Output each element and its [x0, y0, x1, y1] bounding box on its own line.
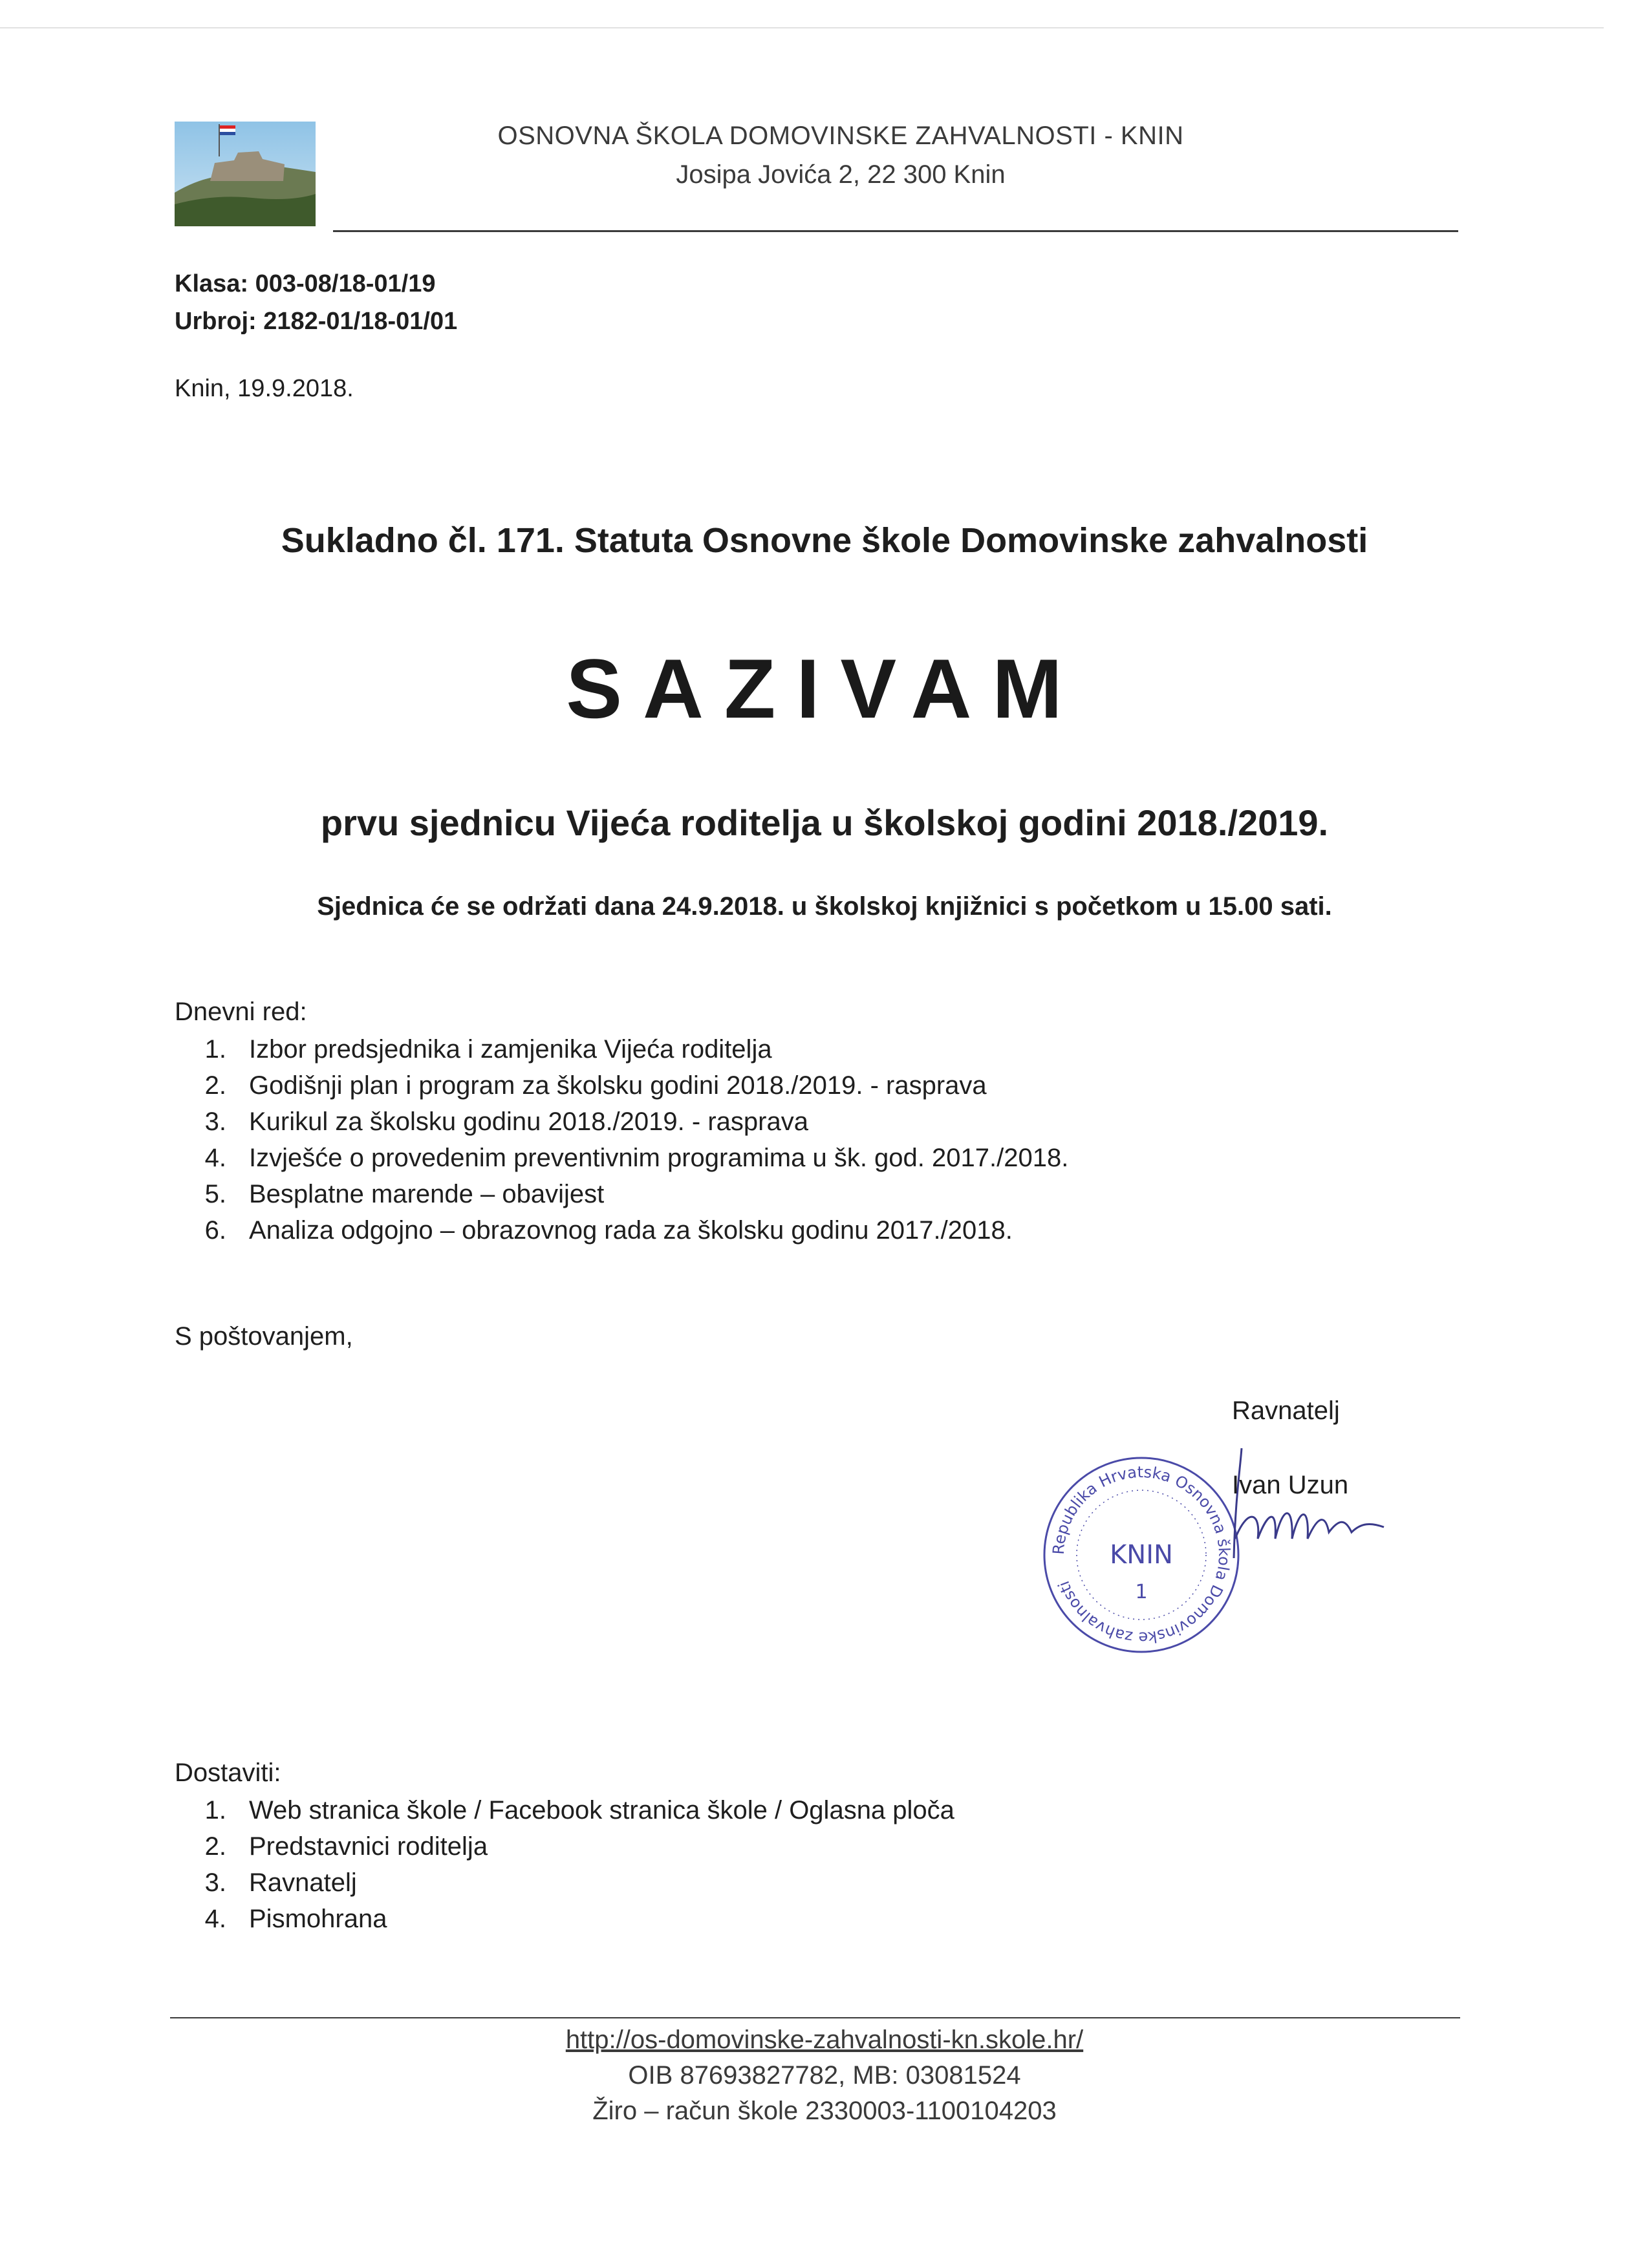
school-logo	[175, 122, 316, 226]
item-number: 2.	[204, 1071, 226, 1100]
footer-url-row	[0, 2026, 1649, 2055]
list-item	[175, 1104, 1068, 1140]
signatory-role: Ravnatelj	[1232, 1396, 1340, 1425]
list-item	[175, 1865, 954, 1901]
item-number: 3.	[204, 1868, 226, 1897]
item-text: Pismohrana	[249, 1904, 387, 1933]
stamp-city: KNIN	[1110, 1540, 1173, 1570]
item-number: 1.	[204, 1795, 226, 1824]
item-text: Web stranica škole / Facebook stranica škole / Oglasna ploča	[249, 1795, 954, 1824]
item-text: Predstavnici roditelja	[249, 1832, 488, 1861]
school-name: OSNOVNA ŠKOLA DOMOVINSKE ZAHVALNOSTI - KNIN	[497, 122, 1184, 150]
urbroj-reference: Urbroj: 2182-01/18-01/01	[175, 308, 458, 335]
distribution-list	[175, 1792, 954, 1937]
document-heading: SAZIVAM	[566, 641, 1083, 736]
handwritten-signature	[1216, 1442, 1410, 1571]
meeting-details: Sjednica će se održati dana 24.9.2018. u školskoj knjižnici s početkom u 15.00 sati.	[317, 892, 1332, 921]
document-date: Knin, 19.9.2018.	[175, 375, 354, 402]
school-website-link[interactable]: http://os-domovinske-zahvalnosti-kn.skole.hr/	[565, 2026, 1084, 2054]
list-item	[175, 1212, 1068, 1248]
item-number: 3.	[204, 1107, 226, 1136]
list-item	[175, 1031, 1068, 1067]
list-item	[175, 1792, 954, 1828]
item-text: Izbor predsjednika i zamjenika Vijeća roditelja	[249, 1034, 772, 1064]
item-text: Kurikul za školsku godinu 2018./2019. - rasprava	[249, 1107, 808, 1136]
list-item	[175, 1176, 1068, 1212]
item-text: Izvješće o provedenim preventivnim programima u šk. god. 2017./2018.	[249, 1143, 1069, 1172]
page-top-edge	[0, 27, 1604, 28]
stamp-number: 1	[1135, 1581, 1148, 1603]
item-text: Besplatne marende – obavijest	[249, 1179, 605, 1208]
header-divider	[333, 230, 1458, 232]
agenda-label: Dnevni red:	[175, 998, 307, 1026]
list-item	[175, 1140, 1068, 1176]
item-number: 1.	[204, 1034, 226, 1064]
klasa-reference: Klasa: 003-08/18-01/19	[175, 270, 436, 297]
document-subtitle: prvu sjednicu Vijeća roditelja u školskoj godini 2018./2019.	[320, 802, 1329, 843]
list-item	[175, 1067, 1068, 1104]
item-text: Ravnatelj	[249, 1868, 357, 1897]
item-number: 5.	[204, 1179, 226, 1208]
list-item	[175, 1828, 954, 1865]
school-address: Josipa Jovića 2, 22 300 Knin	[676, 160, 1006, 189]
item-number: 6.	[204, 1215, 226, 1245]
item-number: 4.	[204, 1904, 226, 1933]
item-number: 2.	[204, 1832, 226, 1861]
footer-divider	[170, 2017, 1460, 2018]
item-text: Analiza odgojno – obrazovnog rada za školsku godinu 2017./2018.	[249, 1215, 1013, 1245]
list-item	[175, 1901, 954, 1937]
distribution-label: Dostaviti:	[175, 1759, 281, 1787]
footer-ids: OIB 87693827782, MB: 03081524	[628, 2061, 1021, 2090]
stamp-ring-text: Republika Hrvatska Osnovna škola Domovinske zahvalnosti	[1049, 1462, 1234, 1647]
item-text: Godišnji plan i program za školsku godini 2018./2019. - rasprava	[249, 1071, 987, 1100]
agenda-list	[175, 1031, 1068, 1248]
signatory-name: Ivan Uzun	[1232, 1471, 1349, 1499]
footer-account: Žiro – račun škole 2330003-1100104203	[592, 2097, 1057, 2125]
preamble: Sukladno čl. 171. Statuta Osnovne škole Domovinske zahvalnosti	[281, 521, 1368, 560]
item-number: 4.	[204, 1143, 226, 1172]
closing-salutation: S poštovanjem,	[175, 1322, 353, 1351]
